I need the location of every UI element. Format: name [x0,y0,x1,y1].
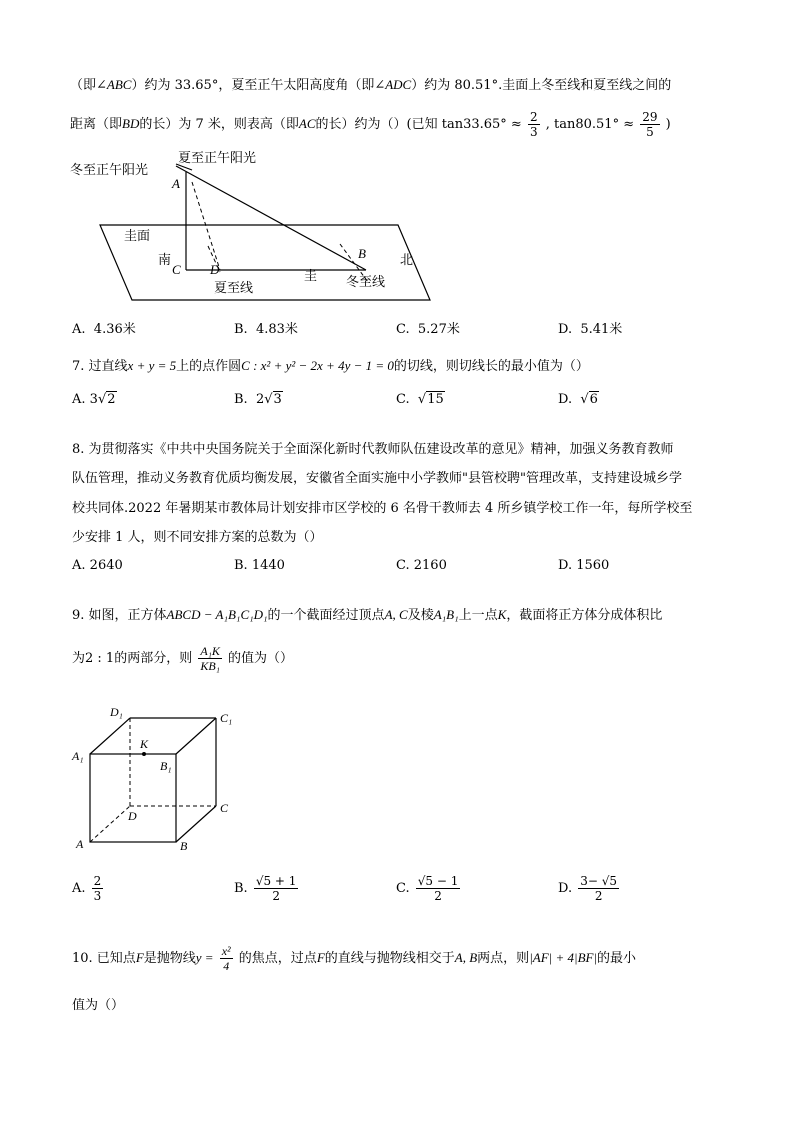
label-k: K [140,737,149,751]
label-b1: B₁ [160,759,172,773]
q9-cube-figure [70,700,245,855]
q8-option-c[interactable]: C. 2160 [396,558,447,573]
q8-option-b[interactable]: B. 1440 [234,558,285,573]
q6-stem-line1: （即∠ABC）约为 33.65°，夏至正午太阳高度角（即∠ADC）约为 80.51°.圭面上冬至线和夏至线之间的 [70,77,672,93]
q9-option-c[interactable]: C. $\frac{√5 - 1}{2}$ [396,874,459,903]
label-b: B [180,839,188,853]
label-summer-light: 夏至正午阳光 [178,151,257,166]
label-b: B [358,246,366,261]
q10-frac-parabola: $\frac{\text{x²}}{4}$ [221,944,231,973]
label-d: D [210,262,220,277]
q7-option-c[interactable]: C. √15 [396,392,444,407]
label-c: C [220,801,229,815]
label-south: 南 [158,253,172,268]
edge-a-d [90,806,130,842]
q9-option-a[interactable]: A. $\frac{2}{3}$ [72,874,102,903]
label-c1: C₁ [220,711,233,725]
q6-option-d[interactable]: D. 5.41米 [558,322,623,337]
label-north: 北 [400,253,414,268]
q9-option-b[interactable]: B. $\frac{√5 + 1}{2}$ [234,874,297,903]
label-winter-line: 冬至线 [346,275,386,290]
q8-stem-line3: 校共同体.2022 年暑期某市教体局计划安排市区学校的 6 名骨干教师去 4 所乡镇学校工作一年，每所学校至 [72,501,693,516]
label-d1: D₁ [110,705,123,719]
q7-option-b[interactable]: B. 2√3 [234,392,282,407]
q6-frac-two-thirds: $\frac{2}{3}$ [529,110,538,139]
label-a: A [172,176,180,191]
q6-sundial-figure [68,148,438,308]
q8-option-d[interactable]: D. 1560 [558,558,610,573]
edge-b-c [176,806,216,842]
q9-frac-ratio: $\frac{\text{A₁K}}{\text{KB₁}}$ [200,644,220,673]
q9-stem-line1: 9. 如图，正方体ABCD − A₁B₁C₁D₁的一个截面经过顶点A, C及棱A₁B₁上一点K，截面将正方体分成体积比 [72,607,663,623]
edge-a1-d1 [90,718,130,754]
edge-b1-c1 [176,718,216,754]
summer-ray [192,182,220,270]
q9-stem-line2: 为2 : 1的两部分，则 $\frac{\text{A₁K}}{\text{KB₁}}$ 的值为（） [72,644,294,673]
label-d: D [128,809,137,823]
q8-stem-line2: 队伍管理，推动义务教育优质均衡发展，安徽省全面实施中小学教师"县管校聘"管理改革，支持建设城乡学 [72,471,682,486]
q8-stem-line4: 少安排 1 人，则不同安排方案的总数为（） [72,530,323,545]
q8-stem-line1: 8. 为贯彻落实《中共中央国务院关于全面深化新时代教师队伍建设改革的意见》精神，加强义务教育教师 [72,442,674,457]
q9-option-d[interactable]: D. $\frac{3- √5}{2}$ [558,874,618,903]
point-k [142,752,146,756]
winter-ray [176,166,366,270]
q10-stem-line1: 10. 已知点F是抛物线y = $\frac{\text{x²}}{4}$ 的焦点，过点F的直线与抛物线相交于A, B两点，则|AF| + 4|BF|的最小 [72,944,637,973]
q6-option-c[interactable]: C. 5.27米 [396,322,460,337]
q7-option-d[interactable]: D. √6 [558,392,598,407]
q10-stem-line2: 值为（） [72,998,125,1013]
label-gui: 圭 [304,269,318,284]
label-gui-surface: 圭面 [124,229,151,244]
label-summer-line: 夏至线 [214,281,254,296]
q6-option-b[interactable]: B. 4.83米 [234,322,298,337]
label-a1: A₁ [72,749,84,763]
q6-option-a[interactable]: A. 4.36米 [72,322,136,337]
q6-stem-line2: 距离（即BD的长）为 7 米，则表高（即AC的长）约为（）(已知 tan33.65° ≈ $\frac{2}{3}$ , tan80.51° ≈ $\frac{29}{5}$ ) [70,110,671,139]
label-c: C [172,262,181,277]
q7-option-a[interactable]: A. 3√2 [72,392,116,407]
q6-frac-29-fifths: $\frac{29}{5}$ [642,110,658,139]
q7-stem: 7. 过直线x + y = 5上的点作圆C : x² + y² − 2x + 4y − 1 = 0的切线，则切线长的最小值为（） [72,358,589,374]
q8-option-a[interactable]: A. 2640 [72,558,123,573]
label-a: A [76,837,84,851]
label-winter-light: 冬至正午阳光 [70,163,149,178]
